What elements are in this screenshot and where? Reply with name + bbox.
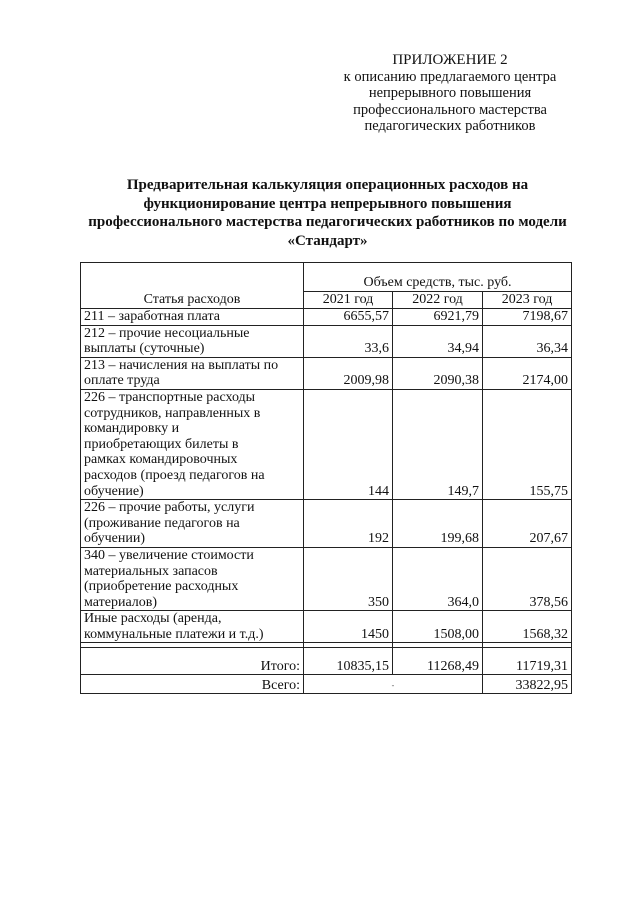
totals-row (81, 648, 572, 675)
expense-value: 33,6 (304, 325, 393, 357)
article-line: командировку и (84, 421, 180, 437)
expense-value: 6655,57 (304, 309, 393, 326)
totals-value: 11268,49 (393, 648, 483, 675)
expense-value: 1450 (304, 611, 393, 643)
table-row (81, 357, 572, 389)
article-line: 212 – прочие несоциальные (84, 325, 250, 341)
article-line: обучении) (84, 531, 145, 547)
article-line: 226 – транспортные расходы (84, 389, 256, 405)
appendix-line: профессионального мастерства (353, 101, 547, 118)
article-line: 211 – заработная плата (84, 309, 220, 324)
appendix-line: педагогических работников (364, 118, 536, 134)
expense-value: 6921,79 (393, 309, 483, 326)
article-line: расходов (проезд педагогов на (84, 467, 265, 483)
year-header: 2022 год (393, 292, 483, 309)
expense-value: 144 (304, 389, 393, 499)
title-line: Предварительная калькуляция операционных расходов на (126, 177, 529, 193)
article-line: обучение) (84, 483, 144, 499)
year-header: 2021 год (304, 292, 393, 309)
article-line: приобретающих билеты в (84, 436, 239, 452)
expense-value: 1508,00 (393, 611, 483, 643)
expense-value: 36,34 (483, 325, 572, 357)
expense-value: 378,56 (483, 547, 572, 610)
article-line: рамках командировочных (84, 452, 238, 468)
appendix-title: ПРИЛОЖЕНИЕ 2 (392, 52, 508, 68)
article-line: 226 – прочие работы, услуги (84, 500, 255, 516)
expense-article (81, 325, 304, 357)
expense-value: 7198,67 (483, 309, 572, 326)
article-line: 213 – начисления на выплаты по (84, 357, 279, 373)
article-line: материалов) (84, 594, 158, 610)
article-line: коммунальные платежи и т.д.) (84, 626, 264, 642)
expense-article (81, 547, 304, 610)
title-line: профессионального мастерства педагогических работников по модели (88, 214, 567, 230)
article-line: сотрудников, направленных в (84, 405, 261, 421)
grand-total-dash (304, 675, 483, 694)
table-row (81, 309, 572, 326)
appendix-block (330, 52, 570, 135)
table-row (81, 500, 572, 548)
expense-value: 1568,32 (483, 611, 572, 643)
expense-value: 2174,00 (483, 357, 572, 389)
totals-value: 11719,31 (483, 648, 572, 675)
title-line: «Стандарт» (287, 232, 368, 249)
appendix-line: к описанию предлагаемого центра (343, 68, 557, 85)
expense-value: 155,75 (483, 389, 572, 499)
expense-value: 207,67 (483, 500, 572, 548)
article-line: выплаты (суточные) (84, 341, 205, 357)
appendix-line: непрерывного повышения (368, 85, 532, 101)
article-line: Иные расходы (аренда, (84, 611, 222, 627)
article-line: материальных запасов (84, 563, 218, 579)
table-row (81, 611, 572, 643)
dash-mark: - (391, 680, 395, 690)
totals-value: 10835,15 (304, 648, 393, 675)
totals-label: Итого: (81, 648, 304, 675)
article-line: (приобретение расходных (84, 579, 239, 595)
table-row (81, 389, 572, 499)
expense-table (80, 262, 572, 694)
expense-article (81, 611, 304, 643)
table-header-row (81, 263, 572, 292)
year-header: 2023 год (483, 292, 572, 309)
expense-value: 364,0 (393, 547, 483, 610)
title-line: функционирование центра непрерывного повышения (143, 195, 512, 212)
article-line: 340 – увеличение стоимости (84, 547, 254, 563)
expense-value: 192 (304, 500, 393, 548)
article-line: оплате труда (84, 373, 160, 389)
grand-total-value: 33822,95 (483, 675, 572, 694)
expense-article (81, 309, 304, 326)
column-header-article: Статья расходов (81, 263, 304, 309)
expense-value: 199,68 (393, 500, 483, 548)
column-header-volume: Объем средств, тыс. руб. (304, 263, 572, 292)
table-row (81, 547, 572, 610)
expense-value: 350 (304, 547, 393, 610)
document-title (70, 176, 585, 250)
expense-value: 34,94 (393, 325, 483, 357)
article-line: (проживание педагогов на (84, 515, 240, 531)
expense-article (81, 357, 304, 389)
grand-total-label: Всего: (81, 675, 304, 694)
grand-total-row (81, 675, 572, 694)
expense-value: 2090,38 (393, 357, 483, 389)
expense-value: 2009,98 (304, 357, 393, 389)
expense-article (81, 389, 304, 499)
table-row (81, 325, 572, 357)
expense-article (81, 500, 304, 548)
expense-value: 149,7 (393, 389, 483, 499)
